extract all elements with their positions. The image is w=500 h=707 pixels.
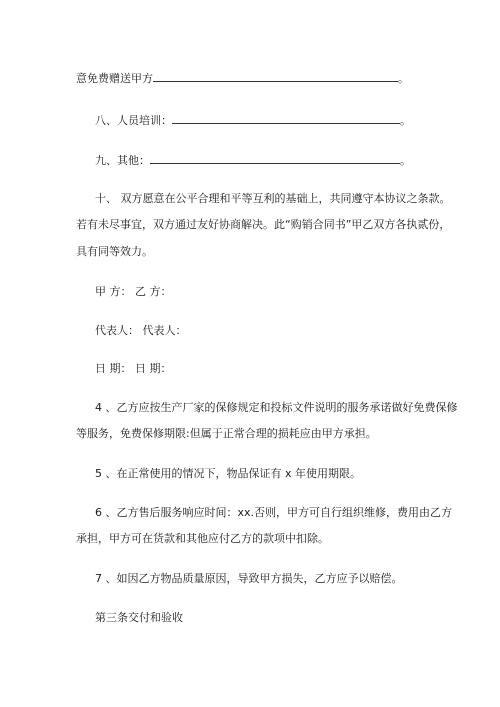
item8-blank	[172, 112, 400, 124]
clause5-line: 5 、在正常使用的情况下，物品保证有 x 年使用期限。	[95, 467, 361, 480]
gift-end: 。	[398, 72, 409, 85]
item9-blank	[150, 152, 400, 164]
clause4-line1: 4 、乙方应按生产厂家的保修规定和投标文件说明的服务承诺做好免费保修	[95, 401, 458, 414]
gift-blank	[153, 70, 398, 82]
gift-text: 意免费赠送甲方	[76, 72, 153, 85]
item9-line	[95, 152, 411, 169]
item10-line1: 十、 双方愿意在公平合理和平等互利的基础上，共同遵守本协议之条款。	[95, 192, 451, 205]
item10-line2: 若有未尽事宜，双方通过友好协商解决。此“购销合同书”甲乙双方各执贰份，	[76, 218, 451, 231]
item8-line	[95, 112, 411, 129]
item8-label: 八、人员培训：	[95, 114, 172, 127]
gift-line	[76, 70, 409, 87]
item9-end: 。	[400, 154, 411, 167]
section3-heading: 第三条交付和验收	[95, 611, 183, 624]
item9-label: 九、其他：	[95, 154, 150, 167]
clause4-line2: 等服务，免费保修期限:但属于正常合理的损耗应由甲方承担。	[76, 427, 377, 440]
date-line: 日 期： 日 期：	[95, 362, 172, 375]
clause6-line1: 6 、乙方售后服务响应时间：xx.否则，甲方可自行组织维修，费用由乙方	[95, 506, 453, 519]
party-signature-line: 甲 方： 乙 方：	[95, 285, 172, 298]
clause7-line: 7 、如因乙方物品质量原因，导致甲方损失，乙方应予以赔偿。	[95, 572, 403, 585]
item8-end: 。	[400, 114, 411, 127]
item10-line3: 具有同等效力。	[76, 245, 153, 258]
clause6-line2: 承担，甲方可在货款和其他应付乙方的款项中扣除。	[76, 532, 329, 545]
representative-line: 代表人： 代表人：	[95, 324, 187, 337]
